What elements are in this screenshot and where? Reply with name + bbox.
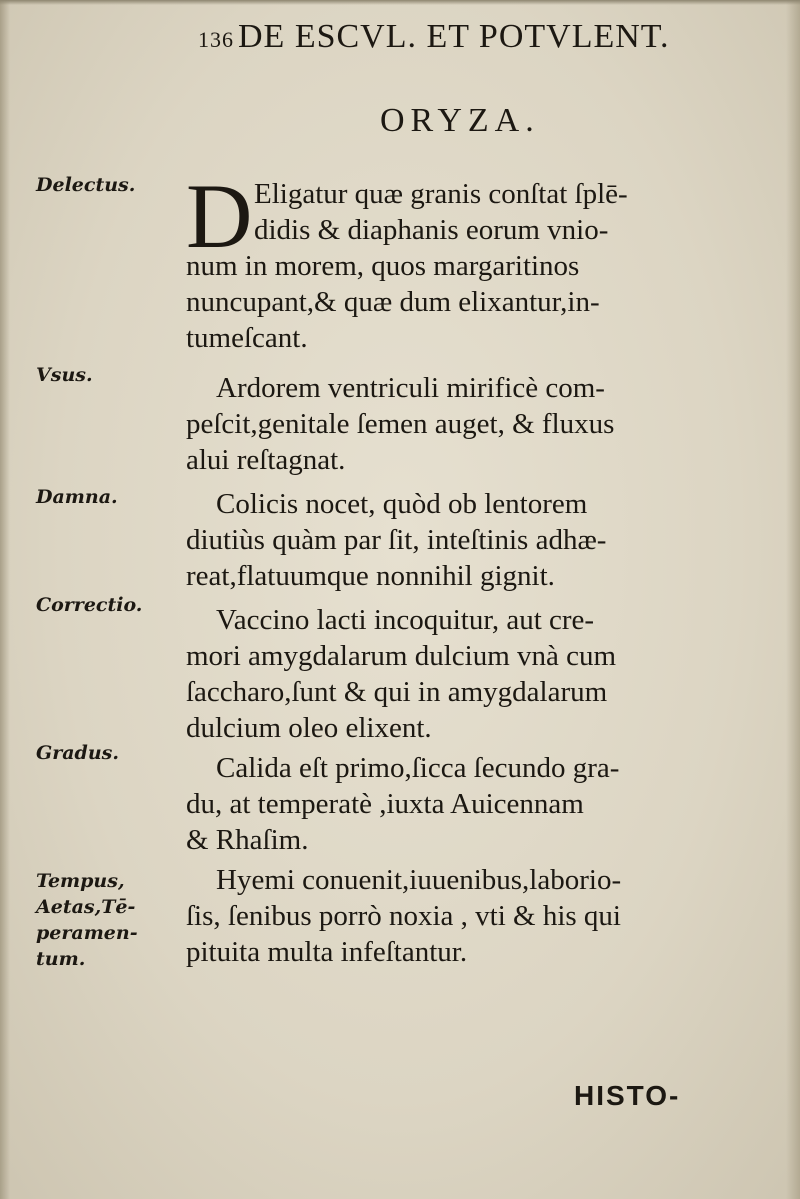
paragraph-usus — [186, 370, 726, 478]
section-title: ORYZA. — [380, 102, 540, 139]
text-line: dulcium oleo elixent. — [186, 712, 432, 744]
text-line: reat,flatuumque nonnihil gignit. — [186, 560, 555, 592]
margin-note-delectus: Delectus. — [36, 174, 136, 196]
text-line: didis & diaphanis eorum vnio- — [254, 214, 609, 246]
margin-note-usus: Vsus. — [36, 364, 93, 386]
paragraph-gradus — [186, 750, 726, 858]
page-edge-left — [0, 0, 10, 1199]
paragraph-tempus — [186, 862, 726, 970]
text-line: Hyemi conuenit,iuuenibus,laborio- — [216, 864, 622, 896]
margin-note-damna: Damna. — [36, 486, 118, 508]
running-title: DE ESCVL. ET POTVLENT. — [238, 18, 670, 55]
text-line: ſis, ſenibus porrò noxia , vti & his qui — [186, 900, 621, 932]
text-line: Vaccino lacti incoquitur, aut cre- — [216, 604, 595, 636]
text-line: nuncupant,& quæ dum elixantur,in- — [186, 286, 600, 318]
text-line: diutiùs quàm par ſit, inteſtinis adhæ- — [186, 524, 607, 556]
paragraph-correctio — [186, 602, 726, 746]
page-edge-right — [786, 0, 800, 1199]
text-line: Calida eſt primo,ſicca ſecundo gra- — [216, 752, 620, 784]
margin-note-tum: tum. — [36, 948, 86, 970]
text-line: tumeſcant. — [186, 322, 308, 354]
text-line: ſaccharo,ſunt & qui in amygdalarum — [186, 676, 608, 708]
page-number: 136 — [198, 27, 234, 52]
margin-note-gradus: Gradus. — [36, 742, 119, 764]
text-line: du, at temperatè ,iuxta Auicennam — [186, 788, 584, 820]
text-line: & Rhaſim. — [186, 824, 309, 856]
paragraph-delectus — [186, 165, 726, 356]
text-line: mori amygdalarum dulcium vnà cum — [186, 640, 617, 672]
margin-note-tempus: Tempus, — [36, 870, 125, 892]
drop-cap: D — [186, 165, 253, 267]
text-line: peſcit,genitale ſemen auget, & fluxus — [186, 408, 615, 440]
catchword: HISTO- — [574, 1080, 681, 1111]
page-top-edge — [0, 0, 800, 5]
text-line: Ardorem ventriculi mirificè com- — [216, 372, 605, 404]
text-line: pituita multa infeſtantur. — [186, 936, 468, 968]
paragraph-damna — [186, 486, 726, 594]
running-head — [198, 18, 758, 56]
text-line: Eligatur quæ granis conſtat ſplē- — [254, 178, 628, 210]
text-line: Colicis nocet, quòd ob lentorem — [216, 488, 588, 520]
text-line: num in morem, quos margaritinos — [186, 250, 580, 282]
margin-note-peramen: peramen- — [36, 922, 138, 944]
text-line: alui reſtagnat. — [186, 444, 346, 476]
margin-note-correctio: Correctio. — [36, 594, 143, 616]
margin-note-aetas: Aetas,Tē- — [36, 896, 136, 918]
